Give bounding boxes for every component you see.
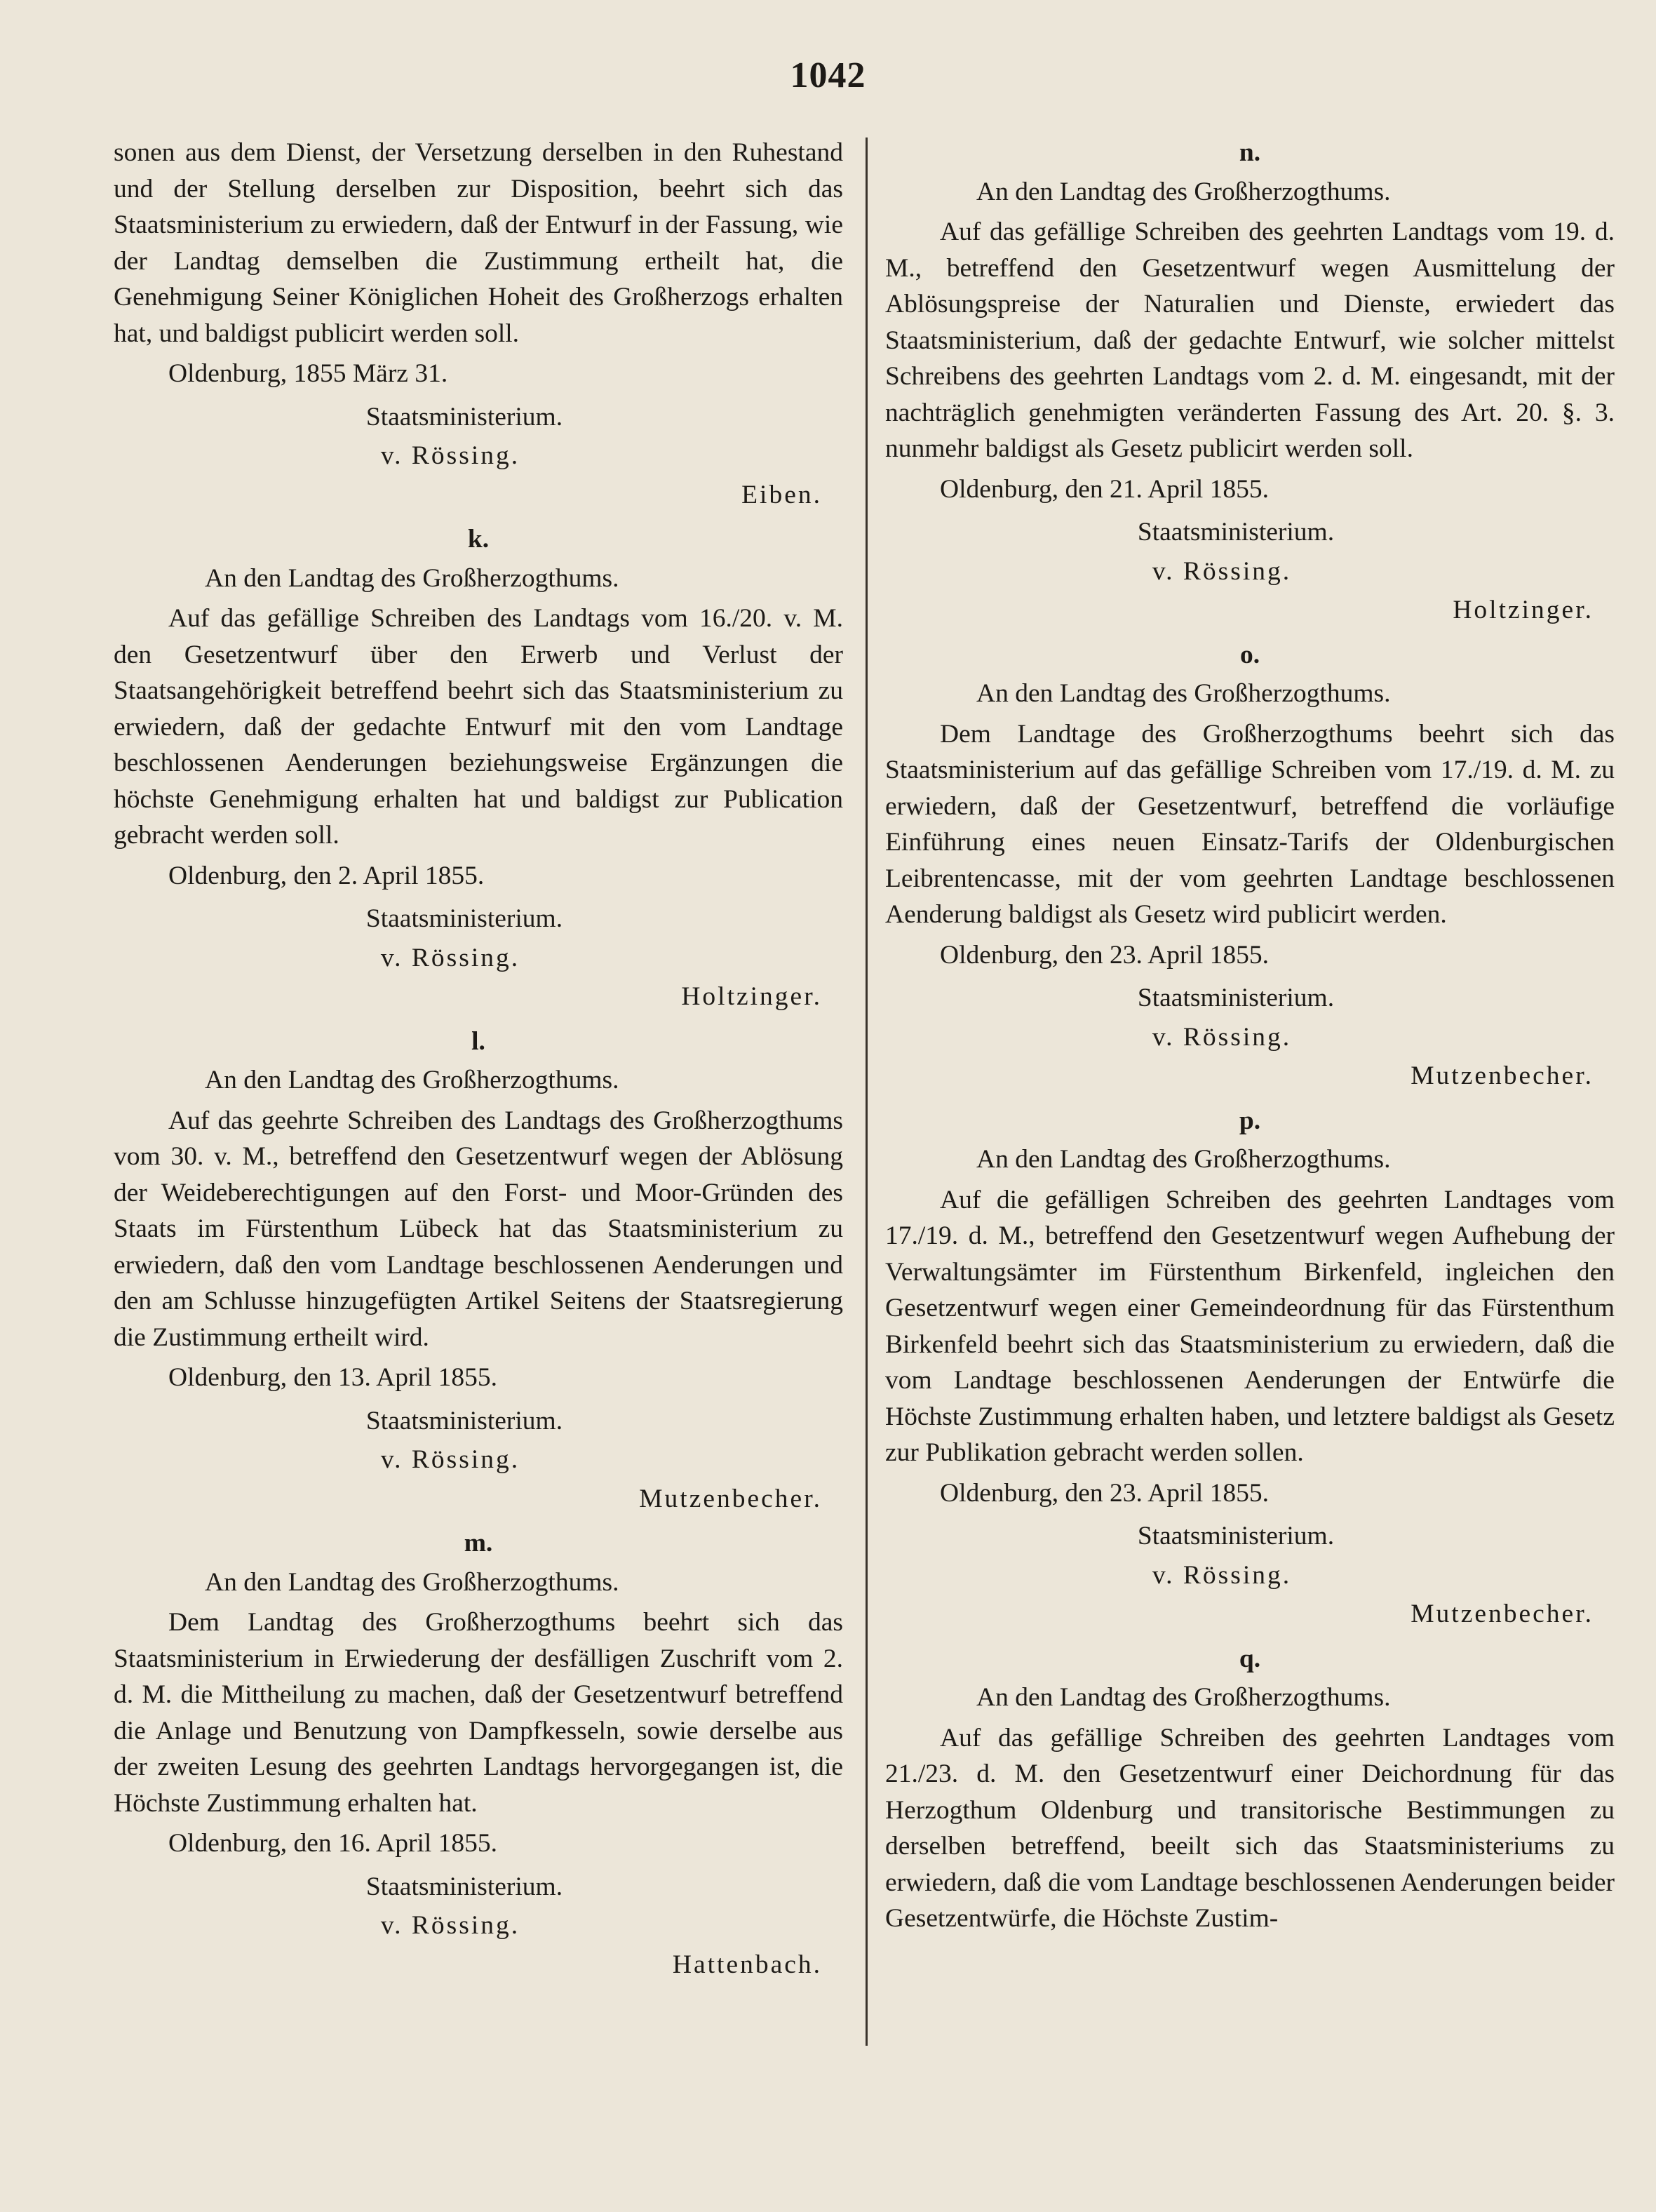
minister-name: v. Rössing. [1152,556,1292,586]
column-divider [866,138,868,2046]
dateline: Oldenburg, den 13. April 1855. [168,1363,498,1392]
dateline: Oldenburg, den 16. April 1855. [168,1829,498,1858]
addressee: An den Landtag des Großherzogthums. [976,1145,1391,1174]
section-letter-n: n. [1239,138,1261,167]
signer-name: Hattenbach. [672,1950,822,1979]
letter-body: Auf das gefällige Schreiben des geehrten Landtages vom 21./23. d. M. den Gesetzentwurf einer Deichordnung für das Herzogthum Oldenburg und transitorische Bestimmungen zu derselben betreffend, beeilt sich das Staatsministeriums zu erwiedern, daß die vom Landtage beschlossenen Aenderungen beider Gesetzentwürfe, die Höchste Zustim- [885,1723,1615,1933]
minister-name: v. Rössing. [380,1445,520,1474]
addressee: An den Landtag des Großherzogthums. [205,563,619,593]
minister-name: v. Rössing. [380,1911,520,1940]
minister-name: v. Rössing. [380,441,520,470]
minister-name: v. Rössing. [1152,1560,1292,1590]
ministry-label: Staatsministerium. [365,904,563,933]
addressee: An den Landtag des Großherzogthums. [205,1066,619,1094]
addressee: An den Landtag des Großherzogthums. [976,177,1391,206]
signer-name: Mutzenbecher. [1411,1061,1594,1090]
dateline: Oldenburg, 1855 März 31. [168,359,448,388]
dateline: Oldenburg, den 23. April 1855. [940,1478,1270,1508]
addressee: An den Landtag des Großherzogthums. [976,679,1391,708]
ministry-label: Staatsministerium. [1137,1522,1335,1550]
minister-name: v. Rössing. [380,943,520,972]
signer-name: Mutzenbecher. [1411,1600,1594,1628]
continued-paragraph: sonen aus dem Dienst, der Versetzung derselben in den Ruhestand und der Stellung derselben zur Disposition, beehrt sich das Staatsministerium zu erwiedern, daß der Entwurf in der Fassung, wie der Landtag demselben die Zustimmung ertheilt hat, die Genehmigung Seiner Königlichen Hoheit des Großherzogs erhalten hat, und baldigst publicirt werden soll. [114,138,843,348]
section-letter-p: p. [1239,1106,1261,1135]
section-letter-q: q. [1239,1644,1261,1673]
left-column [114,135,843,1985]
letter-body: Auf die gefälligen Schreiben des geehrten Landtages vom 17./19. d. M., betreffend den Gesetzentwurf wegen Aufhebung der Verwaltungsämter im Fürstenthum Birkenfeld, ingleichen den Gesetzentwurf wegen einer Gemeindeordnung für das Fürstenthum Birkenfeld beehrt sich das Staatsministerium zu erwiedern, daß die vom Landtage beschlossenen Aenderungen der Entwürfe die Höchste Zustimmung erhalten haben, und letztere baldigst als Gesetz zur Publikation gebracht werden sollen. [885,1185,1615,1467]
minister-name: v. Rössing. [1152,1022,1292,1052]
ministry-label: Staatsministerium. [365,1406,563,1435]
letter-body: Auf das geehrte Schreiben des Landtags des Großherzogthums vom 30. v. M., betreffend den Gesetzentwurf wegen der Ablösung der Weideberechtigungen auf den Forst- und Moor-Gründen des Staats im Fürstenthum Lübeck hat das Staatsministerium zu erwiedern, daß den vom Landtage beschlossenen Aenderungen und den am Schlusse hinzugefügten Artikel Seitens der Staatsregierung die Zustimmung ertheilt wird. [114,1106,843,1352]
dateline: Oldenburg, den 23. April 1855. [940,940,1270,970]
letter-body: Auf das gefällige Schreiben des Landtags vom 16./20. v. M. den Gesetzentwurf über den Erwerb und Verlust der Staatsangehörigkeit betreffend beehrt sich das Staatsministerium zu erwiedern, daß der gedachte Entwurf mit den vom Landtage beschlossenen Aenderungen beziehungsweise Ergänzungen die höchste Genehmigung erhalten hat und baldigst zur Publication gebracht werden soll. [114,604,843,850]
section-letter-l: l. [471,1026,485,1056]
ministry-label: Staatsministerium. [1137,984,1335,1012]
signer-name: Holtzinger. [1453,596,1594,624]
section-letter-k: k. [467,525,490,554]
ministry-label: Staatsministerium. [365,402,563,431]
addressee: An den Landtag des Großherzogthums. [976,1683,1391,1712]
addressee: An den Landtag des Großherzogthums. [205,1567,619,1597]
letter-body: Dem Landtage des Großherzogthums beehrt sich das Staatsministerium auf das gefällige Schreiben vom 17./19. d. M. zu erwiedern, daß der Gesetzentwurf, betreffend die vorläufige Einführung eines neuen Einsatz-Tarifs der Oldenburgischen Leibrentencasse, mit der vom geehrten Landtage beschlossenen Aenderung baldigst als Gesetz wird publicirt werden. [885,719,1615,929]
dateline: Oldenburg, den 2. April 1855. [168,861,485,890]
letter-body: Dem Landtag des Großherzogthums beehrt sich das Staatsministerium in Erwiederung der desfälligen Zuschrift vom 2. d. M. die Mittheilung zu machen, daß der Gesetzentwurf betreffend die Anlage und Benutzung von Dampfkesseln, sowie derselbe aus der zweiten Lesung des geehrten Landtags hervorgegangen ist, die Höchste Zustimmung erhalten hat. [114,1608,843,1818]
section-letter-o: o. [1239,640,1260,669]
signer-name: Holtzinger. [681,982,822,1011]
ministry-label: Staatsministerium. [1137,518,1335,547]
right-column [885,135,1615,1937]
dateline: Oldenburg, den 21. April 1855. [940,474,1270,504]
ministry-label: Staatsministerium. [365,1872,563,1901]
letter-body: Auf das gefällige Schreiben des geehrten Landtags vom 19. d. M., betreffend den Gesetzentwurf wegen Ausmittelung der Ablösungspreise der Naturalien und Dienste, erwiedert das Staatsministerium, daß der gedachte Entwurf, wie solcher mittelst Schreibens des geehrten Landtags vom 2. d. M. eingesandt, mit der nachträglich genehmigten veränderten Fassung des Art. 20. §. 3. nunmehr baldigst als Gesetz publicirt werden soll. [885,217,1615,463]
signer-name: Mutzenbecher. [639,1484,822,1513]
section-letter-m: m. [464,1529,493,1557]
page-number: 1042 [790,55,866,95]
signer-name: Eiben. [741,480,822,509]
